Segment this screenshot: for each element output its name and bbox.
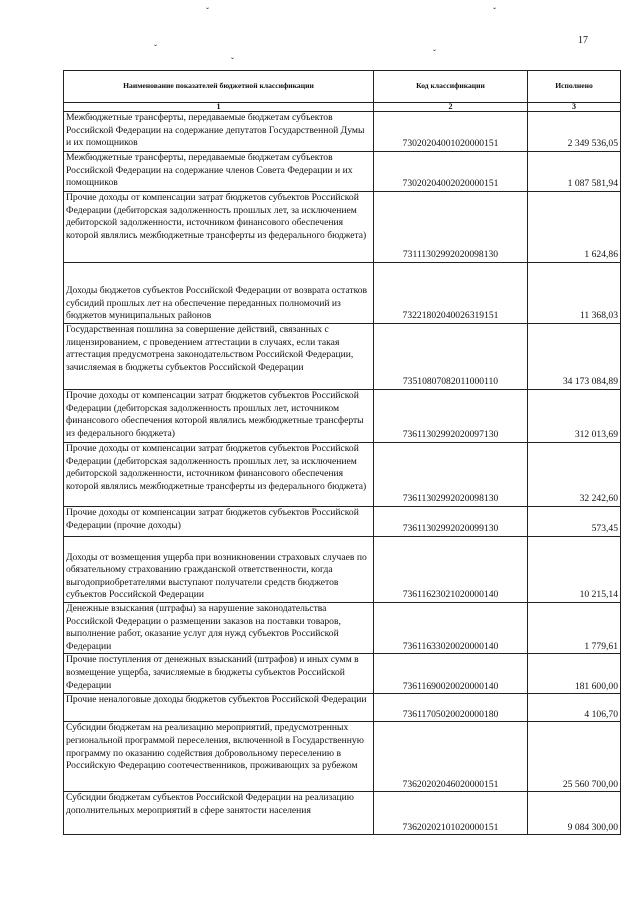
- row-amount: 1 087 581,94: [528, 152, 621, 192]
- table-row: [64, 603, 621, 654]
- table-row: [64, 792, 621, 835]
- row-amount: 25 560 700,00: [528, 722, 621, 792]
- table-row: [64, 722, 621, 792]
- table-header-row: [64, 71, 621, 103]
- table-row: [64, 443, 621, 507]
- row-code: 73111302992020098130: [374, 192, 528, 263]
- row-amount: 181 600,00: [528, 654, 621, 694]
- header-name: Наименование показателей бюджетной классификации: [64, 71, 374, 103]
- row-amount: 9 084 300,00: [528, 792, 621, 835]
- column-number: 3: [528, 103, 621, 112]
- row-name: Прочие доходы от компенсации затрат бюджетов субъектов Российской Федерации (дебиторская задолженность прошлых лет, за исключением дебиторской задолженности, источником финансового обеспечения которой являлись межбюджетные трансферты из федерального бюджета): [64, 443, 374, 507]
- scan-mark: ˇ: [206, 6, 209, 16]
- row-code: 73020204001020000151: [374, 112, 528, 152]
- row-amount: 11 368,03: [528, 263, 621, 324]
- table-row: [64, 152, 621, 192]
- row-code: 73510807082011000110: [374, 324, 528, 390]
- row-code: 73620202101020000151: [374, 792, 528, 835]
- table-row: [64, 694, 621, 722]
- row-name: Субсидии бюджетам субъектов Российской Федерации на реализацию дополнительных мероприятий в сфере занятости населения: [64, 792, 374, 835]
- column-number-row: [64, 103, 621, 112]
- scan-mark: ˇ: [493, 6, 496, 16]
- table-row: [64, 507, 621, 537]
- row-code: 73611302992020097130: [374, 390, 528, 443]
- row-name: Доходы от возмещения ущерба при возникновении страховых случаев по обязательному страхованию гражданской ответственности, когда выгодоприобретателями выступают получатели средств бюджетов субъектов Российской Федерации: [64, 537, 374, 603]
- row-name: Прочие доходы от компенсации затрат бюджетов субъектов Российской Федерации (прочие доходы): [64, 507, 374, 537]
- row-name: Субсидии бюджетам на реализацию мероприятий, предусмотренных региональной программой переселения, включенной в Государственную программу по оказанию содействия добровольному переселению в Российскую Федерацию соотечественников, проживающих за рубежом: [64, 722, 374, 792]
- row-name: Межбюджетные трансферты, передаваемые бюджетам субъектов Российской Федерации на содержание членов Совета Федерации и их помощников: [64, 152, 374, 192]
- table-row: [64, 263, 621, 324]
- row-name: Прочие неналоговые доходы бюджетов субъектов Российской Федерации: [64, 694, 374, 722]
- row-amount: 4 106,70: [528, 694, 621, 722]
- row-name: Прочие доходы от компенсации затрат бюджетов субъектов Российской Федерации (дебиторская задолженность прошлых лет, за исключением дебиторской задолженности, источником финансового обеспечения которой являлись межбюджетные трансферты из федерального бюджета): [64, 192, 374, 263]
- row-amount: 1 779,61: [528, 603, 621, 654]
- row-code: 73020204002020000151: [374, 152, 528, 192]
- table-row: [64, 112, 621, 152]
- row-code: 73611623021020000140: [374, 537, 528, 603]
- scan-mark: ˇ: [154, 43, 157, 53]
- row-name: Межбюджетные трансферты, передаваемые бюджетам субъектов Российской Федерации на содержание депутатов Государственной Думы и их помощников: [64, 112, 374, 152]
- row-code: 73611302992020098130: [374, 443, 528, 507]
- column-number: 1: [64, 103, 374, 112]
- row-amount: 1 624,86: [528, 192, 621, 263]
- row-amount: 312 013,69: [528, 390, 621, 443]
- row-name: Доходы бюджетов субъектов Российской Федерации от возврата остатков субсидий прошлых лет на обеспечение переданных полномочий из бюджетов муниципальных районов: [64, 263, 374, 324]
- scan-mark: ˇ: [231, 56, 234, 66]
- row-name: Прочие доходы от компенсации затрат бюджетов субъектов Российской Федерации (дебиторская задолженность прошлых лет, источником финансового обеспечения которой являлись межбюджетные трансферты из федерального бюджета): [64, 390, 374, 443]
- header-code: Код классификации: [374, 71, 528, 103]
- column-number: 2: [374, 103, 528, 112]
- row-name: Денежные взыскания (штрафы) за нарушение законодательства Российской Федерации о размещении заказов на поставки товаров, выполнение работ, оказание услуг для нужд субъектов Российской Федерации: [64, 603, 374, 654]
- header-amount: Исполнено: [528, 71, 621, 103]
- row-code: 73611705020020000180: [374, 694, 528, 722]
- row-amount: 32 242,60: [528, 443, 621, 507]
- table-row: [64, 654, 621, 694]
- row-amount: 2 349 536,05: [528, 112, 621, 152]
- row-amount: 10 215,14: [528, 537, 621, 603]
- row-code: 73611690020020000140: [374, 654, 528, 694]
- row-name: Прочие поступления от денежных взысканий (штрафов) и иных сумм в возмещение ущерба, зачисляемые в бюджеты субъектов Российской Федерации: [64, 654, 374, 694]
- row-amount: 34 173 084,89: [528, 324, 621, 390]
- row-code: 73611633020020000140: [374, 603, 528, 654]
- budget-table: [63, 70, 621, 835]
- scan-mark: ˇ: [433, 48, 436, 58]
- row-amount: 573,45: [528, 507, 621, 537]
- row-code: 73620202046020000151: [374, 722, 528, 792]
- row-code: 73221802040026319151: [374, 263, 528, 324]
- row-name: Государственная пошлина за совершение действий, связанных с лицензированием, с проведением аттестации в случаях, если такая аттестация предусмотрена законодательством Российской Федерации, зачисляемая в бюджеты субъектов Российской Федерации: [64, 324, 374, 390]
- row-code: 73611302992020099130: [374, 507, 528, 537]
- table-row: [64, 390, 621, 443]
- table-row: [64, 324, 621, 390]
- table-row: [64, 192, 621, 263]
- page-number: 17: [578, 35, 588, 46]
- table-row: [64, 537, 621, 603]
